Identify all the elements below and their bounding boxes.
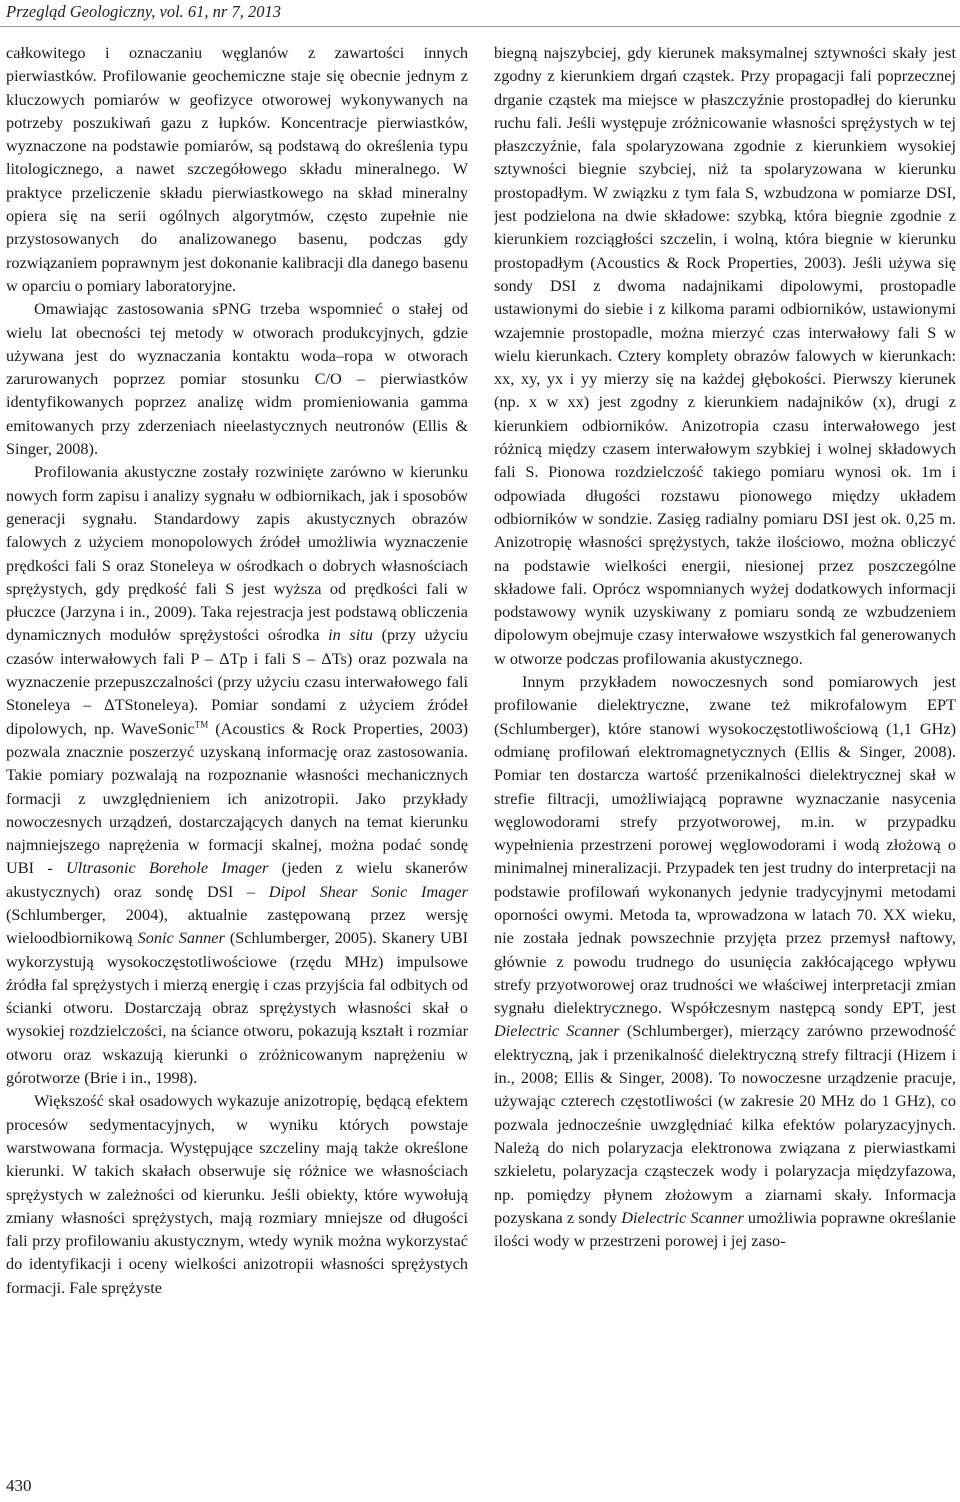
italic-term: Dielectric Scanner bbox=[494, 1021, 620, 1041]
text-run: umożliwia poprawne określanie ilości wody w przestrzeni porowej i jej zaso- bbox=[494, 1207, 956, 1251]
text-run: Profilowania akustyczne zostały rozwinięte zarówno w kierunku nowych form zapisu i analizy sygnału w odbiornikach, jak i sposobów generacji sygnału. Standardowy zapis akustycznych obrazów falowych z użyciem monopolowych źródeł umożliwia wyznaczenie prędkości fali S oraz Stoneleya w ośrodkach o dobrych własnościach sprężystych, gdy prędkość fali S jest wyższa od prędkości fali w płuczce (Jarzyna i in., 2009). Taka rejestracja jest podstawą obliczenia dynamicznych modułów sprężystości ośrodka bbox=[6, 462, 468, 645]
paragraph bbox=[494, 670, 956, 1252]
paragraph bbox=[6, 460, 468, 1089]
text-run: (Acoustics & Rock Properties, 2003) pozwala znacznie poszerzyć uzyskaną informację oraz zastosowania. Takie pomiary pozwalają na rozpoznanie własności mechanicznych formacji z uwzględnieniem ich anizotropii. Jako przykłady nowoczesnych urządzeń, dostarczających danych na temat kierunku najmniejszego naprężenia w formacji skalnej, można podać sondę UBI - bbox=[6, 718, 468, 878]
text-run: (Schlumberger, 2004), aktualnie zastępowaną przez wersję wieloodbiornikową bbox=[6, 904, 468, 948]
right-column bbox=[494, 41, 956, 1466]
paragraph: całkowitego i oznaczaniu węglanów z zawartości innych pierwiastków. Profilowanie geochemiczne staje się obecnie jednym z kluczowych pomiarów w geofizyce otworowej wykonywanych na potrzeby poszukiwań gazu z łupków. Koncentracje pierwiastków, wyznaczone na podstawie pomiarów, są podstawą do określenia typu litologicznego, a nawet szczegółowego składu mineralnego. W praktyce przeliczenie składu pierwiastkowego na skład mineralny opiera się na serii ogólnych algorytmów, często zupełnie nie przystosowanych do analizowanego basenu, podczas gdy rozwiązaniem poprawnym jest dokonanie kalibracji dla danego basenu w oparciu o pomiary laboratoryjne. bbox=[6, 43, 468, 295]
italic-term: Ultrasonic Borehole Imager bbox=[66, 858, 269, 878]
page-number: 430 bbox=[6, 1476, 32, 1495]
paragraph: biegną najszybciej, gdy kierunek maksymalnej sztywności skały jest zgodny z kierunkiem drgań cząstek. Przy propagacji fali poprzecznej drganie cząstek ma miejsce w płaszczyźnie prostopadłej do kierunku ruchu fali. Jeśli występuje zróżnicowanie własności sprężystych w tej płaszczyźnie, fala spolaryzowana zgodnie z kierunkiem wysokiej sztywności biegnie szybciej, niż ta spolaryzowana w kierunku prostopadłym. W związku z tym fala S, wzbudzona w pomiarze DSI, jest podzielona na dwie składowe: szybką, która biegnie zgodnie z kierunkiem rozciągłości szczelin, i wolną, która biegnie w kierunku prostopadłym (Acoustics & Rock Properties, 2003). Jeśli używa się sondy DSI z dwoma nadajnikami dipolowymi, prostopadle ustawionymi do siebie i z kilkoma parami odbiorników, ustawionymi wzajemnie prostopadle, można mierzyć czas interwałowy fali S w wielu kierunkach. Cztery komplety obrazów falowych w kierunkach: xx, xy, yx i yy mierzy się na każdej głębokości. Pierwszy kierunek (np. x w xx) jest zgodny z kierunkiem nadajników (x), drugi z kierunkiem odbiorników. Anizotropia czasu interwałowego jest różnicą między czasem interwałowym szybkiej i wolnej składowych fali S. Pionowa rozdzielczość takiego pomiaru wynosi ok. 1m i odpowiada długości rozstawu pionowego między układem odbiorników w sondzie. Zasięg radialny pomiaru DSI jest ok. 0,25 m. Anizotropię własności sprężystych, także ilościowo, można obliczyć na podstawie wielkości energii, niesionej przez poszczególne składowe fali. Oprócz wspomnianych wyżej dodatkowych informacji podstawowy wynik uzyskiwany z pomiaru sondą ze wzbudzeniem dipolowym obejmuje czasy interwałowe wszystkich fal generowanych w otworze podczas profilowania akustycznego. bbox=[494, 43, 956, 668]
text-run: (jeden z wielu skanerów akustycznych) oraz sondę DSI – bbox=[6, 858, 468, 901]
paragraph: Omawiając zastosowania sPNG trzeba wspomnieć o stałej od wielu lat obecności tej metody w otworach produkcyjnych, gdzie używana jest do wyznaczania kontaktu woda–ropa w otworach zarurowanych poprzez pomiar stosunku C/O – pierwiastków identyfikowanych poprzez analizę widm promieniowania gamma emitowanych przy zderzeniach nieelastycznych neutronów (Ellis & Singer, 2008). bbox=[6, 299, 468, 459]
left-column bbox=[6, 41, 468, 1466]
running-header: Przegląd Geologiczny, vol. 61, nr 7, 2013 bbox=[6, 2, 281, 21]
italic-term: Dipol Shear Sonic Imager bbox=[268, 881, 468, 901]
trademark-superscript: TM bbox=[194, 719, 209, 730]
text-run: Innym przykładem nowoczesnych sond pomiarowych jest profilowanie dielektryczne, zwane też mikrofalowym EPT (Schlumberger), które stanowi wysokoczęstotliwościową (1,1 GHz) odmianę profilowań elektromagnetycznych (Ellis & Singer, 2008). Pomiar ten dostarcza wartość przenikalności dielektrycznej skał w strefie filtracji, umożliwiającą poprawne wyznaczanie nasycenia węglowodorami strefy przyotworowej, m.in. w przypadku wypełnienia przestrzeni porowej węglowodorami i wodą złożową o minimalnej mineralizacji. Przypadek ten jest trudny do interpretacji na podstawie profilowań wykonanych jedynie tradycyjnymi metodami oporności owymi. Metoda ta, wprowadzona w latach 70. XX wieku, nie została jednak powszechnie przyjęta przez przemysł naftowy, głównie z powodu trudnego do usunięcia zakłócającego wpływu strefy przyotworowej oraz trudności we właściwej interpretacji zmian sygnału dielektrycznego. Współczesnym następcą sondy EPT, jest bbox=[494, 672, 956, 1018]
text-run: (przy użyciu czasów interwałowych fali P – ΔTp i fali S – ΔTs) oraz pozwala na wyznaczenie przepuszczalności (przy użyciu czasu interwałowego fali Stoneleya – ΔTStoneleya). Pomiar sondami z użyciem źródeł dipolowych, np. WaveSonic bbox=[6, 625, 468, 738]
paragraph: Większość skał osadowych wykazuje anizotropię, będącą efektem procesów sedymentacyjnych, w wyniku których powstaje warstwowana formacja. Występujące szczeliny mają także określone kierunki. W takich skałach obserwuje się różnice we własnościach sprężystych w zależności od kierunku. Jeśli obiekty, które wywołują zmiany własności sprężystych, mają rozmiary mniejsze od długości fali przy profilowaniu akustycznym, wtedy wynik można wykorzystać do identyfikacji i oceny wielkości anizotropii własności sprężystych formacji. Fale sprężyste bbox=[6, 1091, 468, 1297]
italic-term: Sonic Sanner bbox=[137, 928, 225, 948]
text-run: (Schlumberger), mierzący zarówno przewodność elektryczną, jak i przenikalność dielektryczną strefy filtracji (Hizem i in., 2008; Ellis & Singer, 2008). To nowoczesne urządzenie pracuje, używając czterech częstotliwości (w zakresie 20 MHz do 1 GHz), co pozwala jednocześnie uwzględniać kilka efektów polaryzacyjnych. Należą do nich polaryzacja elektronowa związana z pierwiastkami szkieletu, polaryzacja cząsteczek wody i polaryzacja międzyfazowa, np. pomiędzy płynem złożowym a ziarnami skały. Informacja pozyskana z sondy bbox=[494, 1021, 956, 1227]
text-run: (Schlumberger, 2005). Skanery UBI wykorzystują wysokoczęstotliwościowe (rzędu MHz) impulsowe źródła fal sprężystych i mierzą energię i czas przyjścia fal odbitych od ścianki otworu. Dostarczają obraz sprężystych własności skał o wysokiej rozdzielczości, na ściance otworu, pokazują kształt i rozmiar otworu oraz wskazują kierunki o zróżnicowanym naprężeniu w górotworze (Brie i in., 1998). bbox=[6, 928, 468, 1088]
italic-term: Dielectric Scanner bbox=[621, 1207, 744, 1227]
header-divider bbox=[0, 26, 960, 27]
italic-term: in situ bbox=[328, 625, 373, 645]
